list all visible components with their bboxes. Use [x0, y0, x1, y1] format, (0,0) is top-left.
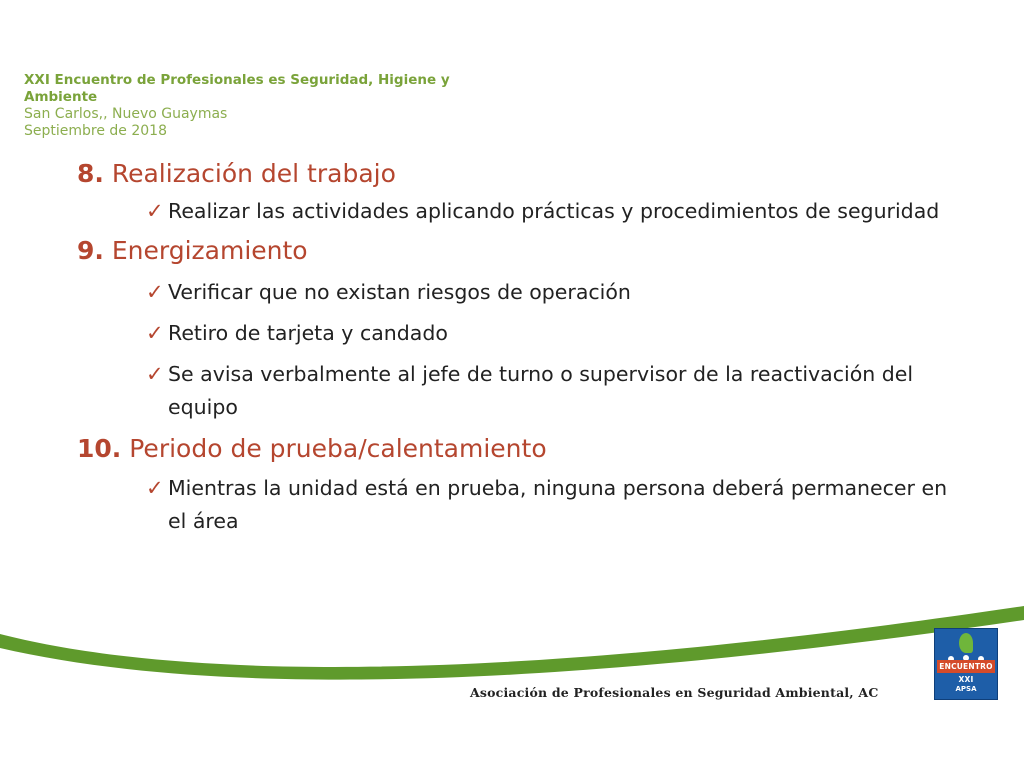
event-location: San Carlos,, Nuevo Guaymas — [24, 106, 228, 122]
event-header — [24, 72, 464, 140]
section-number: 9. — [77, 236, 104, 265]
slide-content — [77, 157, 957, 540]
swoosh-green-stroke — [0, 606, 1024, 680]
bullet-list — [77, 276, 957, 424]
list-item-text: Mientras la unidad está en prueba, ninguna persona deberá permanecer en el área — [168, 476, 948, 533]
section-title-text: Energizamiento — [111, 236, 308, 265]
section-title-text: Periodo de prueba/calentamiento — [129, 434, 547, 463]
list-item-text: Realizar las actividades aplicando prácticas y procedimientos de seguridad — [168, 199, 940, 223]
section-10 — [77, 432, 957, 538]
section-number: 8. — [77, 159, 104, 188]
list-item — [77, 472, 957, 538]
list-item — [77, 276, 957, 309]
leaf-icon — [959, 633, 973, 653]
check-icon: ✓ — [146, 199, 164, 223]
encuentro-logo — [934, 628, 998, 700]
check-icon: ✓ — [146, 476, 164, 500]
event-title-line-2: Ambiente — [24, 89, 98, 105]
list-item-text: Verificar que no existan riesgos de operación — [168, 280, 631, 304]
list-item — [77, 358, 957, 424]
section-8 — [77, 157, 957, 228]
section-title — [77, 432, 957, 466]
list-item — [77, 195, 957, 228]
bullet-list — [77, 195, 957, 228]
logo-band: ENCUENTRO XXI — [937, 660, 995, 673]
section-number: 10. — [77, 434, 122, 463]
section-title — [77, 157, 957, 191]
section-title — [77, 234, 957, 268]
check-icon: ✓ — [146, 362, 164, 386]
check-icon: ✓ — [146, 321, 164, 345]
section-title-text: Realización del trabajo — [111, 159, 396, 188]
list-item — [77, 317, 957, 350]
section-9 — [77, 234, 957, 424]
association-name: Asociación de Profesionales en Seguridad Ambiental, AC — [470, 685, 879, 700]
list-item-text: Retiro de tarjeta y candado — [168, 321, 448, 345]
logo-subtext: APSA — [955, 685, 977, 693]
event-date: Septiembre de 2018 — [24, 123, 167, 139]
bullet-list — [77, 472, 957, 538]
check-icon: ✓ — [146, 280, 164, 304]
list-item-text: Se avisa verbalmente al jefe de turno o supervisor de la reactivación del equipo — [168, 362, 914, 419]
event-title-line-1: XXI Encuentro de Profesionales es Seguridad, Higiene y — [24, 72, 450, 88]
